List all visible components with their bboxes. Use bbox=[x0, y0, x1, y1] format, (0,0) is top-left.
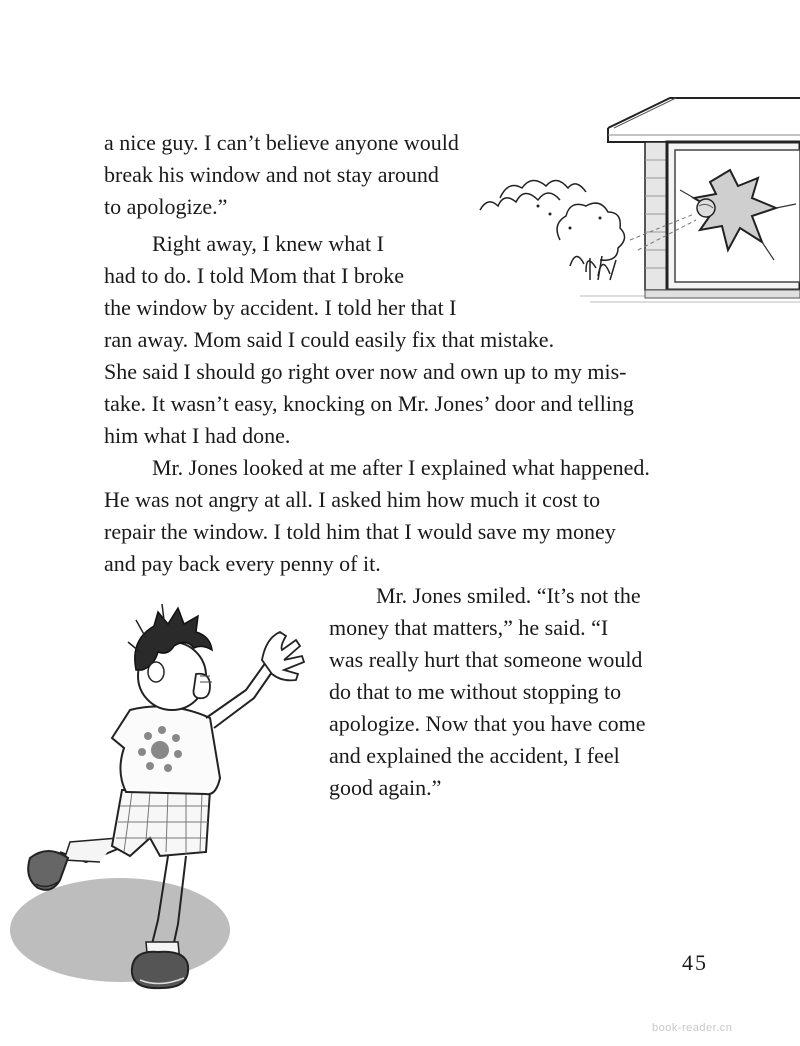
text-line: a nice guy. I can’t believe anyone would bbox=[104, 130, 459, 155]
text-line: and explained the accident, I feel bbox=[329, 743, 620, 768]
watermark: book-reader.cn bbox=[652, 1022, 733, 1034]
text-line: apologize. Now that you have come bbox=[329, 711, 646, 736]
text-line: the window by accident. I told her that I bbox=[104, 295, 457, 320]
text-line: money that matters,” he said. “I bbox=[329, 615, 609, 640]
text-line: Mr. Jones smiled. “It’s not the bbox=[376, 583, 641, 608]
text-line: was really hurt that someone would bbox=[329, 647, 643, 672]
text-line: him what I had done. bbox=[104, 423, 291, 448]
broken-window-illustration bbox=[440, 90, 800, 330]
text-line: She said I should go right over now and own up to my mis- bbox=[104, 359, 627, 384]
boy-running-illustration bbox=[0, 590, 330, 1020]
text-line: Mr. Jones looked at me after I explained what happened. bbox=[152, 455, 650, 480]
page-number: 45 bbox=[682, 950, 708, 975]
text-line: had to do. I told Mom that I broke bbox=[104, 263, 405, 288]
text-line: good again.” bbox=[329, 775, 442, 800]
text-line: break his window and not stay around bbox=[104, 162, 439, 187]
text-line: do that to me without stopping to bbox=[329, 679, 622, 704]
text-line: ran away. Mom said I could easily fix that mistake. bbox=[104, 327, 555, 352]
text-line: and pay back every penny of it. bbox=[104, 551, 381, 576]
text-line: He was not angry at all. I asked him how much it cost to bbox=[104, 487, 601, 512]
text-line: Right away, I knew what I bbox=[152, 231, 384, 256]
text-line: to apologize.” bbox=[104, 194, 228, 219]
text-line: repair the window. I told him that I would save my money bbox=[104, 519, 616, 544]
text-line: take. It wasn’t easy, knocking on Mr. Jones’ door and telling bbox=[104, 391, 634, 416]
